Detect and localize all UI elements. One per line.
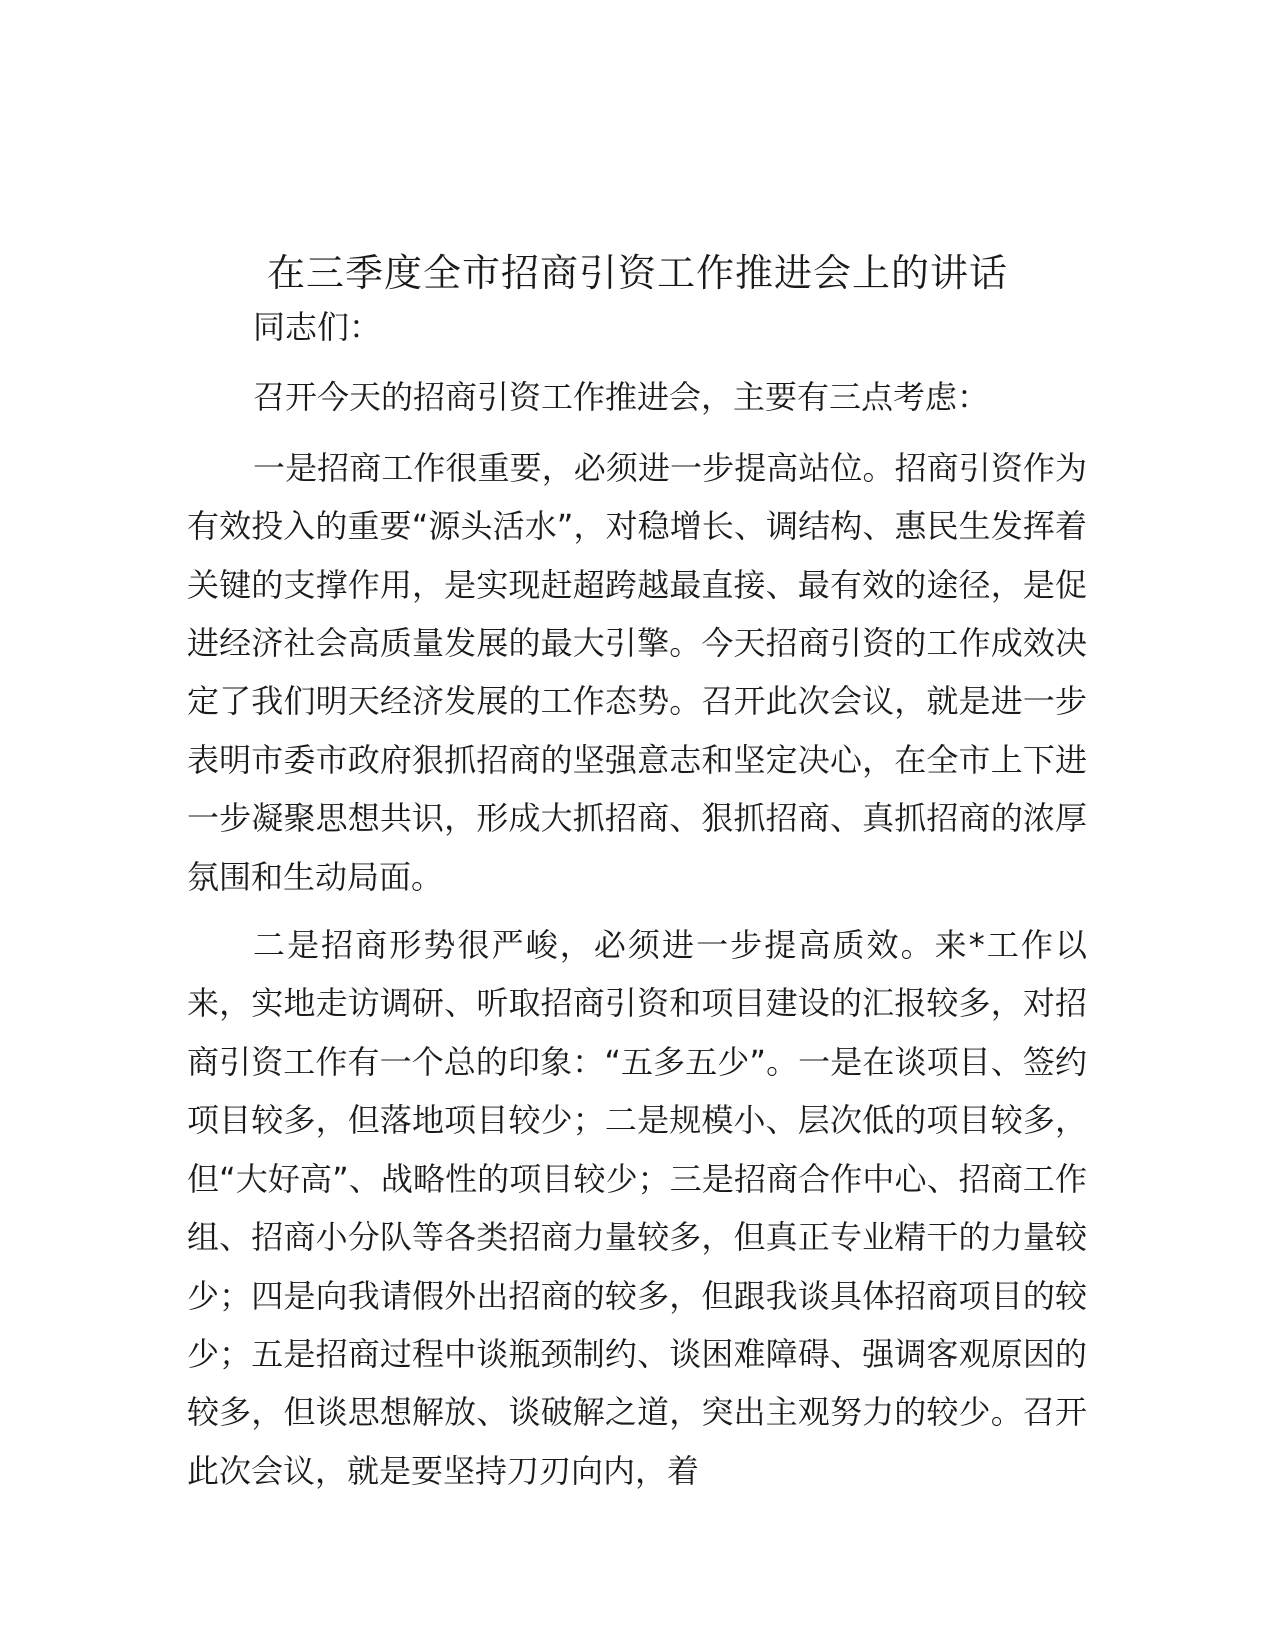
document-title: 在三季度全市招商引资工作推进会上的讲话 <box>266 251 1008 296</box>
intro-paragraph: 召开今天的招商引资工作推进会，主要有三点考虑： <box>253 378 990 417</box>
greeting-paragraph: 同志们： <box>253 308 382 346</box>
body-paragraph-1: 一是招商工作很重要，必须进一步提高站位。招商引资作为有效投入的重要“源头活水”，对稳增长、调结构、惠民生发挥着关键的支撑作用，是实现赶超跨越最直接、最有效的途径，是促进经济社会高质量发展的最大引擎。今天招商引资的工作成效决定了我们明天经济发展的工作态势。召开此次会议，就是进一步表明市委市政府狠抓招商的坚强意志和坚定决心，在全市上下进一步凝聚思想共识，形成大抓招商、狠抓招商、真抓招商的浓厚氛围和生动局面。 <box>187 448 1087 896</box>
body-paragraph-2: 二是招商形势很严峻，必须进一步提高质效。来*工作以来，实地走访调研、听取招商引资和项目建设的汇报较多，对招商引资工作有一个总的印象：“五多五少”。一是在谈项目、签约项目较多，但落地项目较少；二是规模小、层次低的项目较多，但“大好高”、战略性的项目较少；三是招商合作中心、招商工作组、招商小分队等各类招商力量较多，但真正专业精干的力量较少；四是向我请假外出招商的较多，但跟我谈具体招商项目的较少；五是招商过程中谈瓶颈制约、谈困难障碍、强调客观原因的较多，但谈思想解放、谈破解之道，突出主观努力的较少。召开此次会议，就是要坚持刀刃向内，着 <box>187 926 1087 1490</box>
document-body <box>187 298 1087 1510</box>
